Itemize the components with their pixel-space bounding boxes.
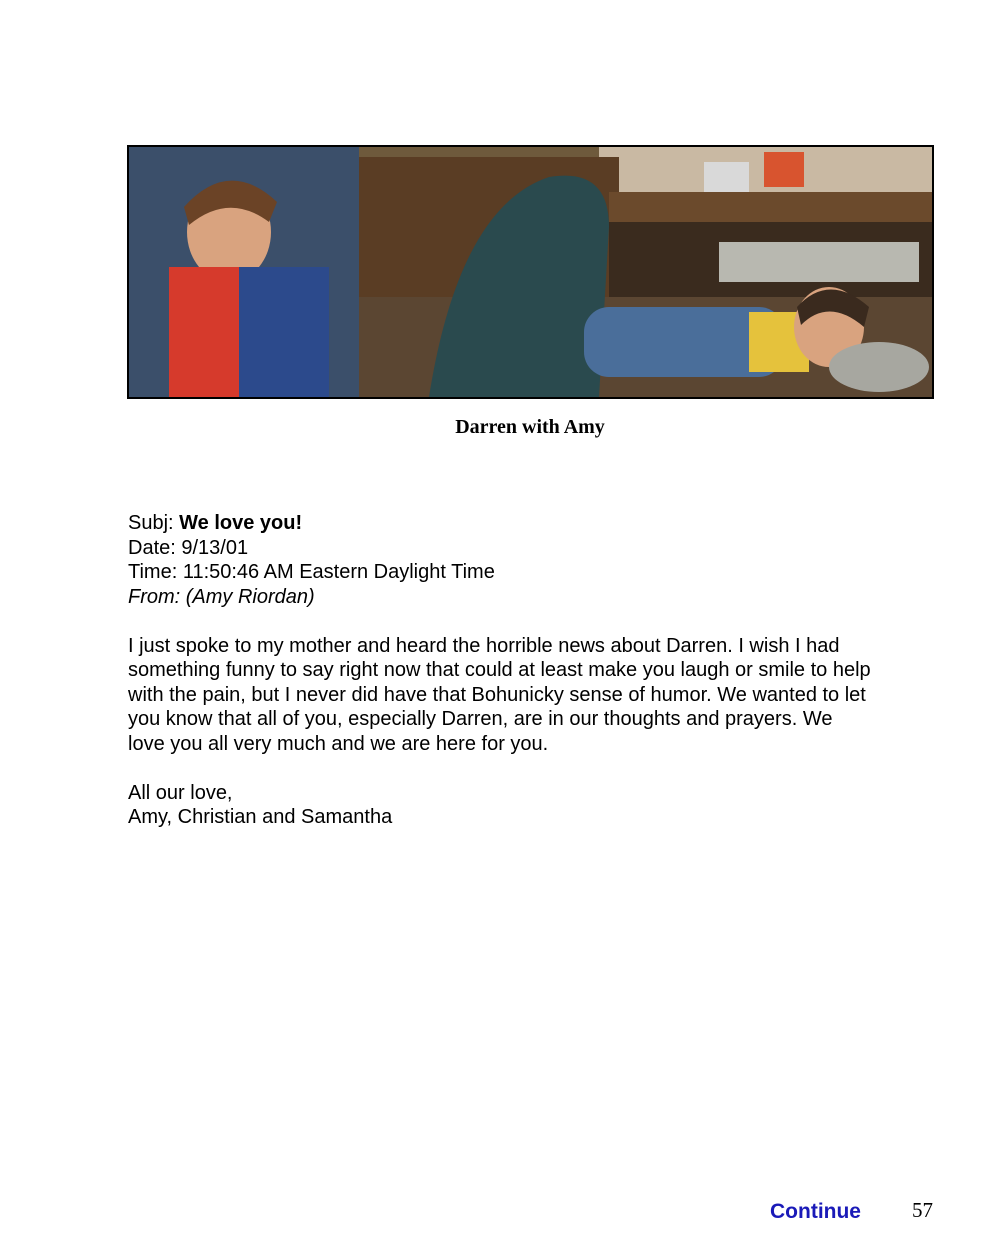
email-signature: Amy, Christian and Samantha	[128, 806, 393, 828]
email-body-line: with the pain, but I never did have that Bohunicky sense of humor. We wanted to let	[128, 683, 866, 706]
email-body-line: I just spoke to my mother and heard the horrible news about Darren. I wish I had	[128, 634, 840, 657]
photo-illustration	[129, 147, 932, 397]
subject-value: We love you!	[179, 512, 303, 534]
page-number: 57	[912, 1198, 933, 1222]
email-from: From: (Amy Riordan)	[128, 585, 315, 608]
email-message	[128, 511, 938, 830]
email-date: Date: 9/13/01	[128, 536, 249, 559]
email-body-line: love you all very much and we are here for you.	[128, 732, 549, 755]
email-time: Time: 11:50:46 AM Eastern Daylight Time	[128, 561, 495, 583]
continue-link[interactable]: Continue	[770, 1200, 861, 1223]
email-body-line: you know that all of you, especially Darren, are in our thoughts and prayers. We	[128, 708, 833, 730]
email-closing: All our love,	[128, 781, 233, 804]
subject-label: Subj:	[128, 512, 180, 534]
photo-caption: Darren with Amy	[455, 416, 605, 438]
email-body-line: something funny to say right now that could at least make you laugh or smile to help	[128, 659, 871, 681]
email-subject-line	[128, 511, 938, 536]
photo-darren-with-amy	[127, 145, 934, 399]
